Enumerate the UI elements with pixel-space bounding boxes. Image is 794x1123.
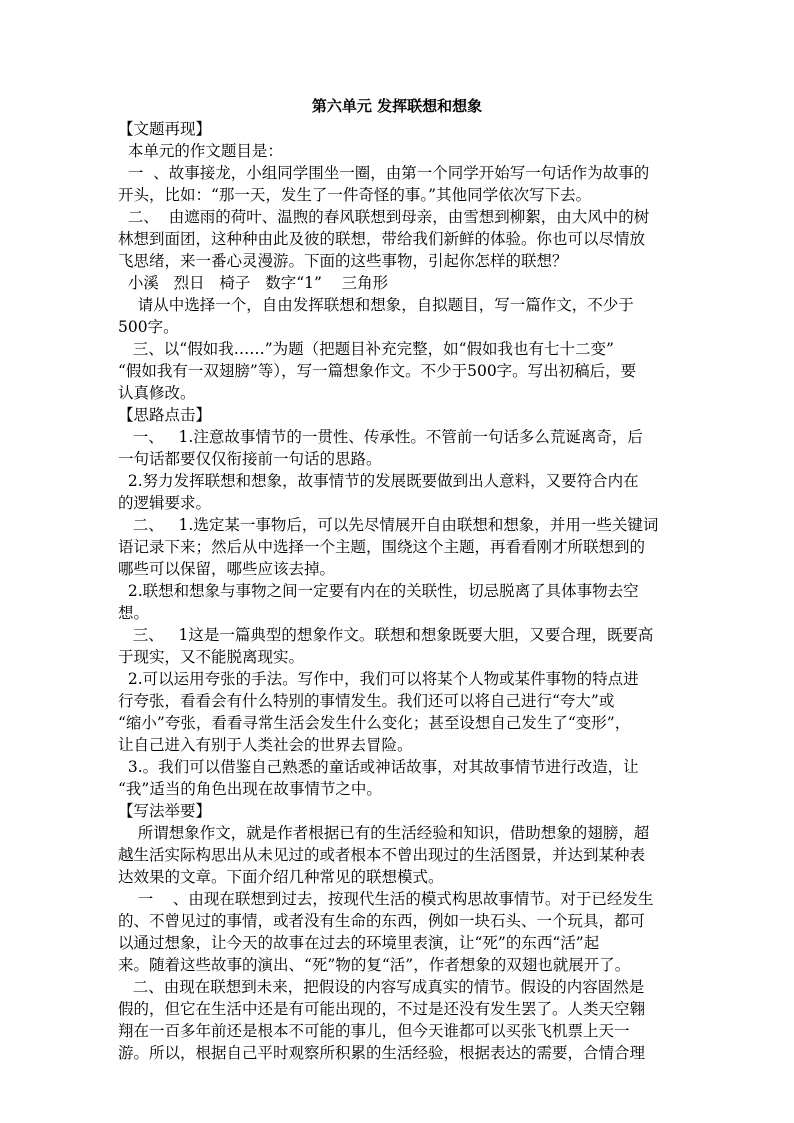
text-line: 2.努力发挥联想和想象，故事情节的发展既要做到出人意料，又要符合内在 — [118, 472, 639, 490]
text-line: 二、 由遮雨的荷叶、温煦的春风联想到母亲，由雪想到柳絮，由大风中的树 — [118, 208, 650, 226]
text-line: 2.可以运用夸张的手法。写作中，我们可以将某个人物或某件事物的特点进 — [118, 670, 639, 688]
text-line: 二、由现在联想到未来，把假设的内容写成真实的情节。假设的内容固然是 — [118, 978, 645, 996]
section-heading: 【文题再现】 — [118, 120, 212, 138]
text-line: 2.联想和想象与事物之间一定要有内在的关联性，切忌脱离了具体事物去空 — [118, 582, 639, 600]
text-line: 3.。我们可以借鉴自己熟悉的童话或神话故事，对其故事情节进行改造，让 — [118, 758, 639, 776]
text-line: 于现实，又不能脱离现实。 — [118, 648, 305, 666]
text-line: 一 、故事接龙，小组同学围坐一圈，由第一个同学开始写一句话作为故事的 — [118, 164, 650, 182]
text-line: 的逻辑要求。 — [118, 494, 212, 512]
text-line: 达效果的文章。下面介绍几种常见的联想模式。 — [118, 868, 444, 886]
text-line: 让自己进入有别于人类社会的世界去冒险。 — [118, 736, 413, 754]
section-heading: 【思路点击】 — [118, 406, 212, 424]
text-line: 越生活实际构思出从未见过的或者根本不曾出现过的生活图景，并达到某种表 — [118, 846, 646, 864]
text-line: 以通过想象，让今天的故事在过去的环境里表演，让“死”的东西“活”起 — [118, 934, 600, 952]
text-line: 林想到面团，这种种由此及彼的联想，带给我们新鲜的体验。你也可以尽情放 — [118, 230, 646, 248]
text-line: 本单元的作文题目是： — [118, 142, 283, 160]
text-line: 小溪 烈日 椅子 数字“1” 三角形 — [118, 274, 389, 292]
page-title: 第六单元 发挥联想和想象 — [311, 97, 483, 115]
text-line: 500字。 — [118, 318, 179, 336]
text-line: 一 、由现在联想到过去，按现代生活的模式构思故事情节。对于已经发生 — [118, 890, 654, 908]
document-body — [118, 118, 678, 1064]
text-line: “假如我有一双翅膀”等），写一篇想象作文。不少于500字。写出初稿后，要 — [118, 362, 637, 380]
text-line: 的、不曾见过的事情，或者没有生命的东西，例如一块石头、一个玩具，都可 — [118, 912, 646, 930]
text-line: 认真修改。 — [118, 384, 196, 402]
text-line: 游。所以，根据自己平时观察所积累的生活经验，根据表达的需要，合情合理 — [118, 1044, 646, 1062]
text-line: 开头，比如：“那一天，发生了一件奇怪的事。”其他同学依次写下去。 — [118, 186, 592, 204]
text-line: 翔在一百多年前还是根本不可能的事儿，但今天谁都可以买张飞机票上天一 — [118, 1022, 630, 1040]
text-line: 哪些可以保留，哪些应该去掉。 — [118, 560, 336, 578]
text-line: 请从中选择一个，自由发挥联想和想象，自拟题目，写一篇作文，不少于 — [118, 296, 634, 314]
text-line: 假的，但它在生活中还是有可能出现的，不过是还没有发生罢了。人类天空翱 — [118, 1000, 646, 1018]
text-line: 三、 1这是一篇典型的想象作文。联想和想象既要大胆，又要合理，既要高 — [118, 626, 654, 644]
text-line: 三、以“假如我……”为题（把题目补充完整，如“假如我也有七十二变” — [118, 340, 614, 358]
text-line: 语记录下来；然后从中选择一个主题，围绕这个主题，再看看刚才所联想到的 — [118, 538, 646, 556]
text-line: 飞思绪，来一番心灵漫游。下面的这些事物，引起你怎样的联想？ — [118, 252, 568, 270]
text-line: 所谓想象作文，就是作者根据已有的生活经验和知识，借助想象的翅膀，超 — [118, 824, 650, 842]
section-heading: 【写法举要】 — [118, 802, 212, 820]
text-line: 想。 — [118, 604, 150, 622]
text-line: 一句话都要仅仅衔接前一句话的思路。 — [118, 450, 382, 468]
text-line: 来。随着这些故事的演出、“死”物的复“活”，作者想象的双翅也就展开了。 — [118, 956, 631, 974]
text-line: 二、 1.选定某一事物后，可以先尽情展开自由联想和想象，并用一些关键词 — [118, 516, 659, 534]
text-line: “缩小”夸张，看看寻常生活会发生什么变化；甚至设想自己发生了“变形”， — [118, 714, 631, 732]
text-line: 行夸张，看看会有什么特别的事情发生。我们还可以将自己进行“夸大”或 — [118, 692, 615, 710]
text-line: 一、 1.注意故事情节的一贯性、传承性。不管前一句话多么荒诞离奇，后 — [118, 428, 643, 446]
text-line: “我”适当的角色出现在故事情节之中。 — [118, 780, 382, 798]
